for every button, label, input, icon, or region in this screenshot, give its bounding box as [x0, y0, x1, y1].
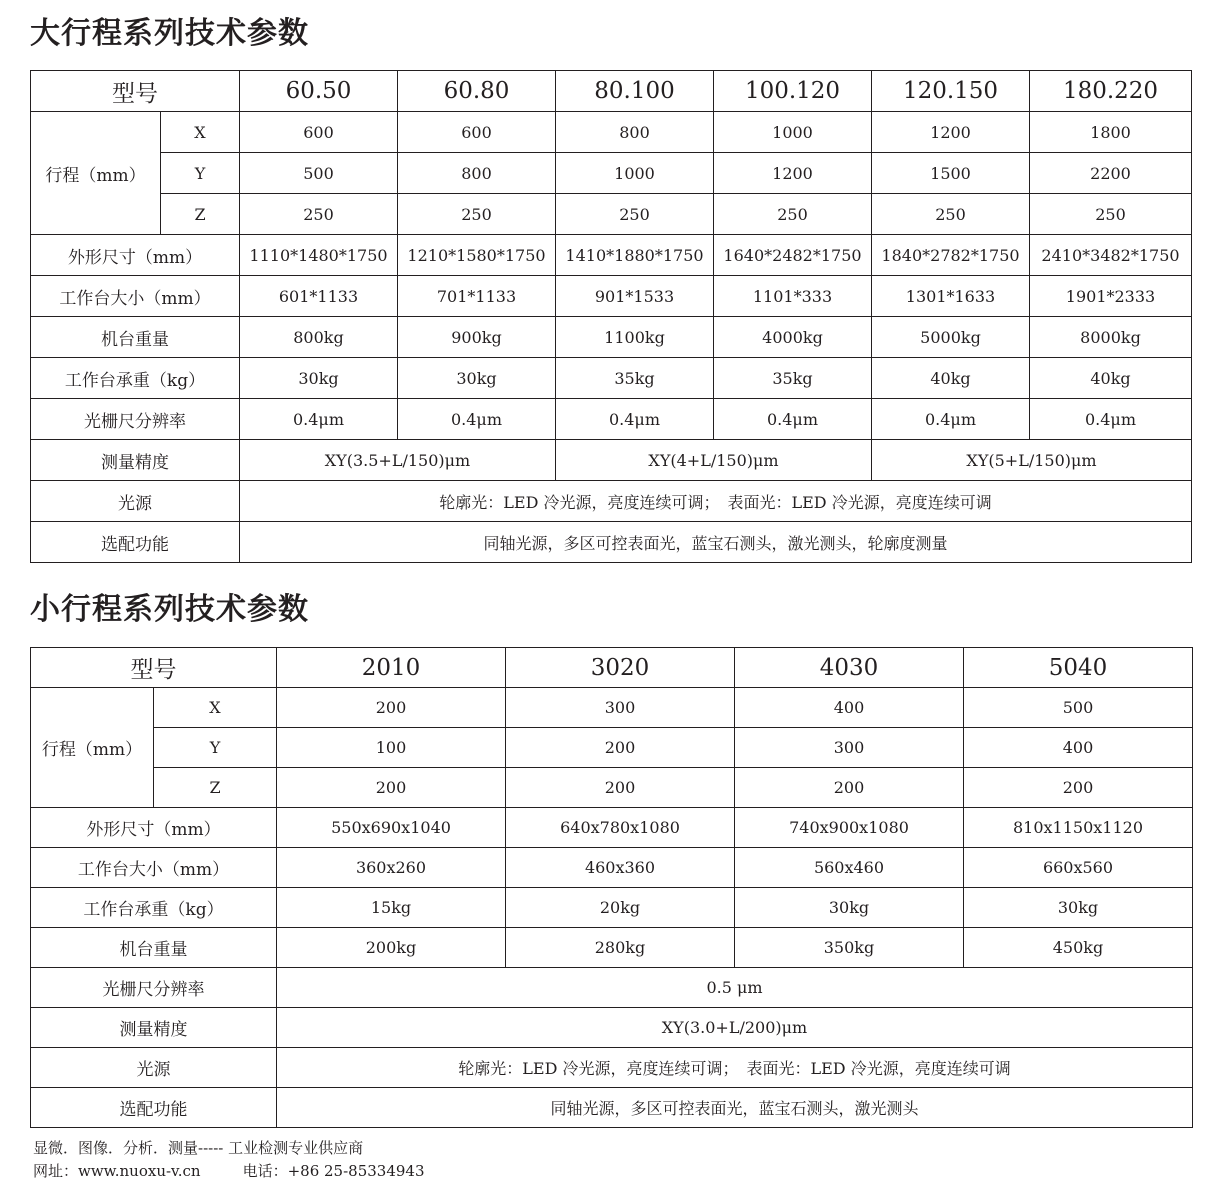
table-cell: 2200 — [1030, 153, 1192, 194]
travel-y-row — [31, 728, 1193, 768]
table-cell: 同轴光源，多区可控表面光，蓝宝石测头，激光测头 — [277, 1088, 1193, 1128]
table-cell: 0.4μm — [240, 399, 398, 440]
small-series-spec-table — [30, 647, 1193, 1128]
large-series-spec-table — [30, 70, 1192, 563]
table-cell: 0.4μm — [1030, 399, 1192, 440]
stage-load-row — [31, 358, 1192, 399]
table-cell: 450kg — [964, 928, 1193, 968]
table-cell: 40kg — [872, 358, 1030, 399]
table-cell: 250 — [714, 194, 872, 235]
table-cell: 1110*1480*1750 — [240, 235, 398, 276]
table-cell: 1800 — [1030, 112, 1192, 153]
table-cell: 250 — [556, 194, 714, 235]
table-cell: 250 — [872, 194, 1030, 235]
model-cell: 60.80 — [398, 71, 556, 112]
table-cell: 轮廓光：LED 冷光源，亮度连续可调； 表面光：LED 冷光源，亮度连续可调 — [277, 1048, 1193, 1088]
row-label: 机台重量 — [31, 928, 277, 968]
table-cell: 550x690x1040 — [277, 808, 506, 848]
table-cell: 轮廓光：LED 冷光源，亮度连续可调； 表面光：LED 冷光源，亮度连续可调 — [240, 481, 1192, 522]
model-label: 型号 — [31, 648, 277, 688]
table-cell: 1840*2782*1750 — [872, 235, 1030, 276]
model-cell: 3020 — [506, 648, 735, 688]
options-row — [31, 522, 1192, 563]
footer-contact — [33, 1161, 425, 1181]
table-cell: 35kg — [556, 358, 714, 399]
table-cell: 1500 — [872, 153, 1030, 194]
table-cell: 901*1533 — [556, 276, 714, 317]
table-cell: 0.4μm — [714, 399, 872, 440]
row-label: 工作台大小（mm） — [31, 276, 240, 317]
table-cell: 8000kg — [1030, 317, 1192, 358]
row-label: 光源 — [31, 481, 240, 522]
table-cell: XY(4+L/150)μm — [556, 440, 872, 481]
row-label: 工作台承重（kg） — [31, 888, 277, 928]
table-cell: 1200 — [714, 153, 872, 194]
table-cell: XY(3.5+L/150)μm — [240, 440, 556, 481]
table-cell: 600 — [240, 112, 398, 153]
table-cell: 1000 — [556, 153, 714, 194]
table-cell: 701*1133 — [398, 276, 556, 317]
table-cell: 5000kg — [872, 317, 1030, 358]
table-cell: 35kg — [714, 358, 872, 399]
travel-label: 行程（mm） — [31, 688, 154, 808]
travel-z-row — [31, 194, 1192, 235]
model-cell: 2010 — [277, 648, 506, 688]
footer-phone: 电话：+86 25-85334943 — [242, 1162, 425, 1180]
stage-size-row — [31, 276, 1192, 317]
table-cell: 200 — [277, 688, 506, 728]
stage-size-row — [31, 848, 1193, 888]
dimensions-row — [31, 808, 1193, 848]
row-label: 工作台承重（kg） — [31, 358, 240, 399]
travel-x-row — [31, 688, 1193, 728]
table-cell: 200 — [964, 768, 1193, 808]
table-cell: 250 — [240, 194, 398, 235]
row-label: 选配功能 — [31, 1088, 277, 1128]
table-cell: 同轴光源，多区可控表面光，蓝宝石测头，激光测头，轮廓度测量 — [240, 522, 1192, 563]
small-series-title: 小行程系列技术参数 — [30, 592, 309, 627]
table-cell: 350kg — [735, 928, 964, 968]
table-cell: 0.4μm — [398, 399, 556, 440]
table-cell: 800 — [556, 112, 714, 153]
model-row — [31, 71, 1192, 112]
footer-slogan: 显微．图像．分析．测量----- 工业检测专业供应商 — [33, 1139, 364, 1157]
table-cell: 40kg — [1030, 358, 1192, 399]
options-row — [31, 1088, 1193, 1128]
table-cell: 601*1133 — [240, 276, 398, 317]
resolution-row — [31, 968, 1193, 1008]
row-label: 工作台大小（mm） — [31, 848, 277, 888]
table-cell: 1200 — [872, 112, 1030, 153]
table-cell: 200 — [277, 768, 506, 808]
axis-label: X — [161, 112, 240, 153]
axis-label: Z — [154, 768, 277, 808]
table-cell: 640x780x1080 — [506, 808, 735, 848]
model-cell: 120.150 — [872, 71, 1030, 112]
model-cell: 60.50 — [240, 71, 398, 112]
table-cell: XY(5+L/150)μm — [872, 440, 1192, 481]
row-label: 测量精度 — [31, 1008, 277, 1048]
table-cell: 30kg — [398, 358, 556, 399]
model-cell: 100.120 — [714, 71, 872, 112]
table-cell: 740x900x1080 — [735, 808, 964, 848]
table-cell: 0.4μm — [556, 399, 714, 440]
table-cell: 800kg — [240, 317, 398, 358]
dimensions-row — [31, 235, 1192, 276]
table-cell: 460x360 — [506, 848, 735, 888]
travel-z-row — [31, 768, 1193, 808]
table-cell: 810x1150x1120 — [964, 808, 1193, 848]
model-row — [31, 648, 1193, 688]
table-cell: 0.5 μm — [277, 968, 1193, 1008]
row-label: 选配功能 — [31, 522, 240, 563]
table-cell: 1301*1633 — [872, 276, 1030, 317]
table-cell: XY(3.0+L/200)μm — [277, 1008, 1193, 1048]
axis-label: X — [154, 688, 277, 728]
table-cell: 100 — [277, 728, 506, 768]
table-cell: 280kg — [506, 928, 735, 968]
accuracy-row — [31, 1008, 1193, 1048]
table-cell: 400 — [735, 688, 964, 728]
table-cell: 200 — [506, 768, 735, 808]
resolution-row — [31, 399, 1192, 440]
table-cell: 660x560 — [964, 848, 1193, 888]
travel-label: 行程（mm） — [31, 112, 161, 235]
table-cell: 200 — [735, 768, 964, 808]
axis-label: Y — [161, 153, 240, 194]
table-cell: 30kg — [240, 358, 398, 399]
row-label: 测量精度 — [31, 440, 240, 481]
machine-weight-row — [31, 928, 1193, 968]
row-label: 光源 — [31, 1048, 277, 1088]
accuracy-row — [31, 440, 1192, 481]
row-label: 光栅尺分辨率 — [31, 968, 277, 1008]
table-cell: 560x460 — [735, 848, 964, 888]
travel-x-row — [31, 112, 1192, 153]
row-label: 外形尺寸（mm） — [31, 808, 277, 848]
model-cell: 80.100 — [556, 71, 714, 112]
table-cell: 200 — [506, 728, 735, 768]
footer-website: 网址：www.nuoxu-v.cn — [33, 1162, 201, 1180]
table-cell: 1210*1580*1750 — [398, 235, 556, 276]
travel-y-row — [31, 153, 1192, 194]
table-cell: 300 — [735, 728, 964, 768]
table-cell: 15kg — [277, 888, 506, 928]
table-cell: 2410*3482*1750 — [1030, 235, 1192, 276]
row-label: 光栅尺分辨率 — [31, 399, 240, 440]
stage-load-row — [31, 888, 1193, 928]
table-cell: 1901*2333 — [1030, 276, 1192, 317]
table-cell: 0.4μm — [872, 399, 1030, 440]
table-cell: 400 — [964, 728, 1193, 768]
large-series-title: 大行程系列技术参数 — [30, 16, 309, 51]
light-source-row — [31, 1048, 1193, 1088]
light-source-row — [31, 481, 1192, 522]
row-label: 机台重量 — [31, 317, 240, 358]
table-cell: 1410*1880*1750 — [556, 235, 714, 276]
table-cell: 1101*333 — [714, 276, 872, 317]
model-cell: 5040 — [964, 648, 1193, 688]
table-cell: 500 — [240, 153, 398, 194]
table-cell: 1100kg — [556, 317, 714, 358]
table-cell: 250 — [398, 194, 556, 235]
axis-label: Z — [161, 194, 240, 235]
table-cell: 20kg — [506, 888, 735, 928]
axis-label: Y — [154, 728, 277, 768]
table-cell: 200kg — [277, 928, 506, 968]
model-cell: 4030 — [735, 648, 964, 688]
table-cell: 250 — [1030, 194, 1192, 235]
table-cell: 600 — [398, 112, 556, 153]
table-cell: 30kg — [964, 888, 1193, 928]
table-cell: 360x260 — [277, 848, 506, 888]
table-cell: 300 — [506, 688, 735, 728]
table-cell: 30kg — [735, 888, 964, 928]
table-cell: 4000kg — [714, 317, 872, 358]
machine-weight-row — [31, 317, 1192, 358]
table-cell: 500 — [964, 688, 1193, 728]
table-cell: 1640*2482*1750 — [714, 235, 872, 276]
table-cell: 900kg — [398, 317, 556, 358]
model-label: 型号 — [31, 71, 240, 112]
table-cell: 1000 — [714, 112, 872, 153]
model-cell: 180.220 — [1030, 71, 1192, 112]
table-cell: 800 — [398, 153, 556, 194]
row-label: 外形尺寸（mm） — [31, 235, 240, 276]
